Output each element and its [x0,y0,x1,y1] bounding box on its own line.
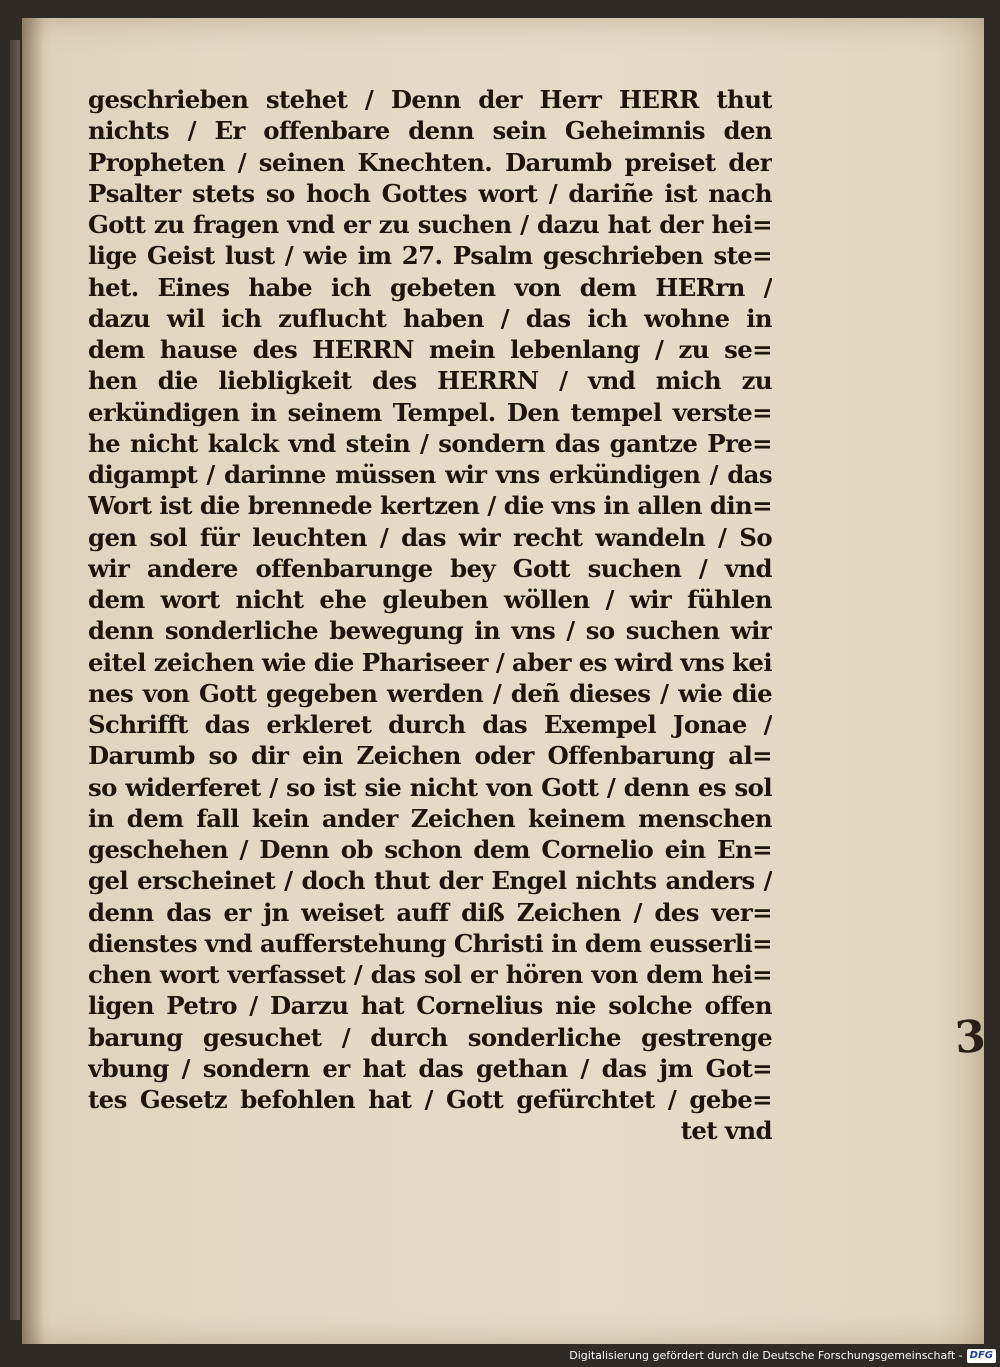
text-line: Gott zu fragen vnd er zu suchen / dazu hat der hei= [88,210,772,239]
text-line: Wort ist die brennede kertzen / die vns in allen din= [88,491,772,521]
margin-signature-mark: 3 [953,1010,988,1065]
text-line: nes von Gott gegeben werden / deñ dieses / wie die [88,678,772,708]
text-line: dazu wil ich zuflucht haben / das ich wohne in [88,303,772,333]
text-line: het. Eines habe ich gebeten von dem HERrn / [88,272,772,302]
digitization-footer [569,1347,996,1364]
text-line: denn sonderliche bewegung in vns / so suchen wir [88,616,772,646]
text-line: so widerferet / so ist sie nicht von Gott / denn es sol [88,772,772,802]
text-line: denn das er jn weiset auff diß Zeichen / des ver= [88,897,772,927]
text-line: digampt / darinne müssen wir vns erkündigen / das [88,460,772,489]
text-line: ligen Petro / Darzu hat Cornelius nie solche offen [88,991,772,1021]
footer-credit-text: Digitalisierung gefördert durch die Deutsche Forschungsgemeinschaft - [569,1349,963,1362]
text-line: gel erscheinet / doch thut der Engel nichts anders / [88,866,772,896]
text-line: Propheten / seinen Knechten. Darumb preiset der [88,147,772,177]
dfg-logo: DFG [967,1349,996,1363]
text-line: dem wort nicht ehe gleuben wöllen / wir fühlen [88,585,772,614]
text-line: in dem fall kein ander Zeichen keinem menschen [88,803,772,833]
text-line: geschrieben stehet / Denn der Herr HERR thut [88,85,772,114]
text-line: barung gesuchet / durch sonderliche gestrenge [88,1022,772,1052]
text-line: nichts / Er offenbare denn sein Geheimnis den [88,116,772,146]
text-line: dem hause des HERRN mein lebenlang / zu se= [88,335,772,364]
text-line: vbung / sondern er hat das gethan / das jm Got= [88,1053,772,1083]
text-line: dienstes vnd aufferstehung Christi in dem eusserli= [88,928,772,958]
text-line: tes Gesetz befohlen hat / Gott gefürchtet / gebe= [88,1085,772,1114]
text-line: Darumb so dir ein Zeichen oder Offenbarung al= [88,741,772,771]
text-line: chen wort verfasset / das sol er hören von dem hei= [88,960,772,989]
text-line: eitel zeichen wie die Phariseer / aber es wird vns kei [88,647,772,677]
catchword-line: tet vnd [680,1116,772,1146]
text-line: wir andere offenbarunge bey Gott suchen / vnd [88,553,772,583]
text-line: geschehen / Denn ob schon dem Cornelio ein En= [88,835,772,864]
page-text-block [88,84,772,1147]
text-line: gen sol für leuchten / das wir recht wandeln / So [88,522,772,552]
text-line: erkündigen in seinem Tempel. Den tempel verste= [88,397,772,427]
text-line: Psalter stets so hoch Gottes wort / dariñe ist nach [88,178,772,208]
text-line: Schrifft das erkleret durch das Exempel Jonae / [88,710,772,739]
book-spine-edge [10,40,20,1320]
text-line: he nicht kalck vnd stein / sondern das gantze Pre= [88,428,772,458]
text-line: lige Geist lust / wie im 27. Psalm geschrieben ste= [88,241,772,271]
text-line: hen die liebligkeit des HERRN / vnd mich zu [88,366,772,396]
